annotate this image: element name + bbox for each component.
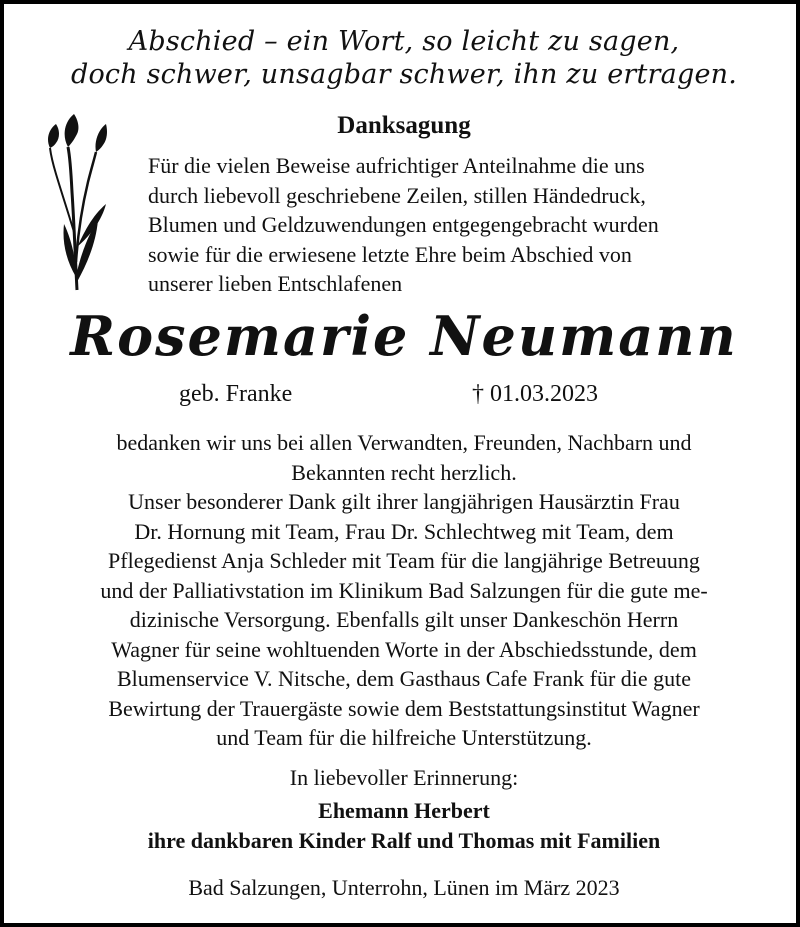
death-date: † 01.03.2023 [472,381,598,407]
body-line: Dr. Hornung mit Team, Frau Dr. Schlechtweg mit Team, dem [134,518,674,544]
birth-name: geb. Franke [179,381,293,407]
body-line: Bewirtung der Trauergäste sowie dem Beststattungsinstitut Wagner [108,695,700,721]
intro-line: Blumen und Geldzuwendungen entgegengebracht wurden [148,212,659,237]
intro-line: sowie für die erwiesene letzte Ehre beim Abschied von [148,241,632,267]
body-line: und Team für die hilfreiche Unterstützung. [216,725,592,750]
motto-line-1: Abschied – ein Wort, so leicht zu sagen, [128,26,680,57]
intro-line: Für die vielen Beweise aufrichtiger Anteilnahme die uns [148,153,645,178]
place-date: Bad Salzungen, Unterrohn, Lünen im März 2023 [188,875,620,900]
body-line: und der Palliativstation im Klinikum Bad Salzungen für die gute me- [100,577,708,603]
body-line: Blumenservice V. Nitsche, dem Gasthaus Cafe Frank für die gute [116,666,692,691]
body-line: Unser besonderer Dank gilt ihrer langjährigen Hausärztin Frau [128,489,680,514]
body-line: Wagner für seine wohltuenden Worte in der Abschiedsstunde, dem [111,636,697,662]
deceased-name: Rosemarie Neumann [70,304,738,368]
memory-line: In liebevoller Erinnerung: [289,765,519,790]
body-line: Bekannten recht herzlich. [291,459,517,485]
signature-children: ihre dankbaren Kinder Ralf und Thomas mit Familien [147,828,661,853]
intro-text [148,151,788,299]
body-line: Pflegedienst Anja Schleder mit Team für die langjährige Betreuung [108,548,700,573]
body-line: bedanken wir uns bei allen Verwandten, Freunden, Nachbarn und [116,430,692,455]
motto-line-2: doch schwer, unsagbar schwer, ihn zu ertragen. [70,59,737,90]
signature-husband: Ehemann Herbert [318,798,490,823]
body-text [24,428,784,753]
intro-line: durch liebevoll geschriebene Zeilen, stillen Händedruck, [148,182,646,208]
heading-danksagung: Danksagung [337,112,471,139]
body-line: dizinische Versorgung. Ebenfalls gilt unser Dankeschön Herrn [129,607,679,632]
intro-line: unserer lieben Entschlafenen [148,271,403,296]
